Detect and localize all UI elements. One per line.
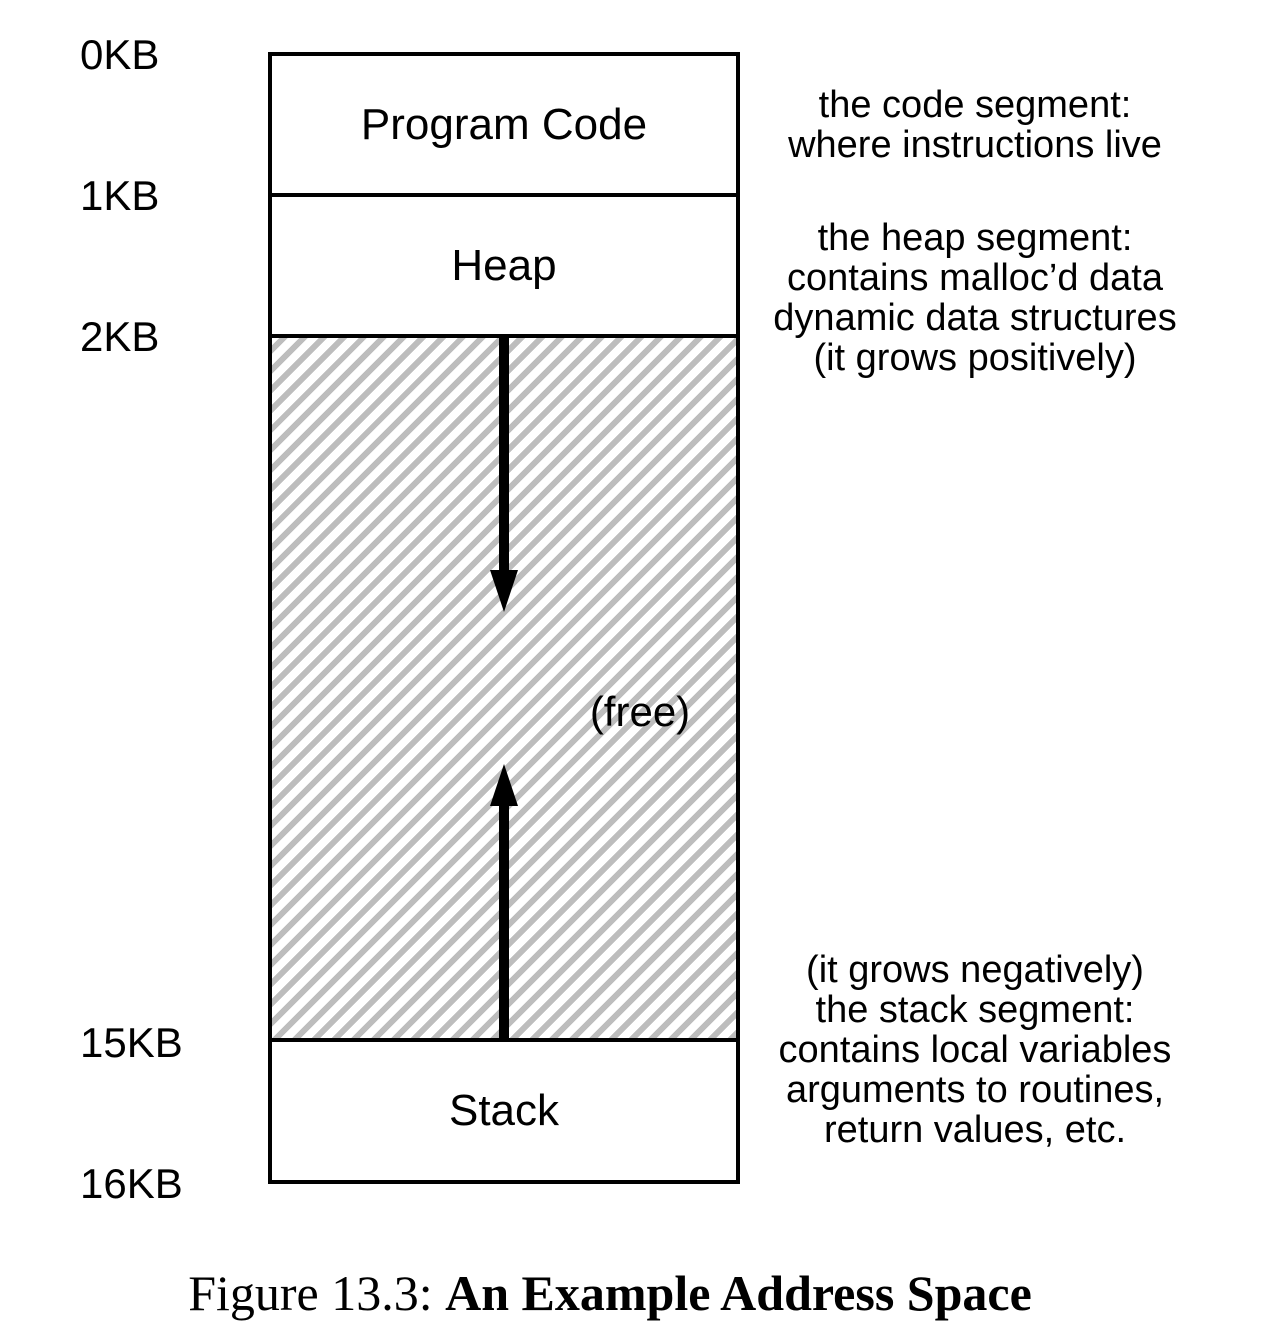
address-label-16kb: 16KB xyxy=(80,1160,183,1207)
address-label-15kb: 15KB xyxy=(80,1019,183,1066)
stack-description-line: (it grows negatively) xyxy=(806,949,1144,991)
address-label-2kb: 2KB xyxy=(80,313,160,360)
caption-title: An Example Address Space xyxy=(445,1265,1032,1321)
stack-label: Stack xyxy=(448,1086,560,1135)
heap-description-line: dynamic data structures xyxy=(773,297,1177,339)
heap-segment-description xyxy=(745,218,1205,378)
code-description-line: where instructions live xyxy=(788,124,1162,166)
heap-description-line: (it grows positively) xyxy=(813,337,1137,379)
code-description-line: the code segment: xyxy=(818,84,1132,126)
stack-growth-arrow-head xyxy=(490,764,518,806)
address-label-0kb: 0KB xyxy=(80,31,160,78)
heap-description-line: contains malloc’d data xyxy=(787,257,1163,299)
free-label: (free) xyxy=(589,688,691,735)
stack-description-line: arguments to routines, xyxy=(785,1069,1165,1111)
stack-description-line: contains local variables xyxy=(778,1029,1172,1071)
stack-description-line: the stack segment: xyxy=(815,989,1135,1031)
program-code-label: Program Code xyxy=(360,100,648,149)
address-label-1kb: 1KB xyxy=(80,172,160,219)
stack-description-line: return values, etc. xyxy=(823,1109,1127,1151)
code-segment-description xyxy=(745,85,1205,165)
heap-label: Heap xyxy=(451,240,557,290)
stack-segment-description xyxy=(745,950,1205,1150)
heap-growth-arrow-head xyxy=(490,570,518,612)
caption-prefix: Figure 13.3: xyxy=(188,1265,446,1321)
figure-caption xyxy=(0,1265,1220,1321)
heap-description-line: the heap segment: xyxy=(817,217,1133,259)
